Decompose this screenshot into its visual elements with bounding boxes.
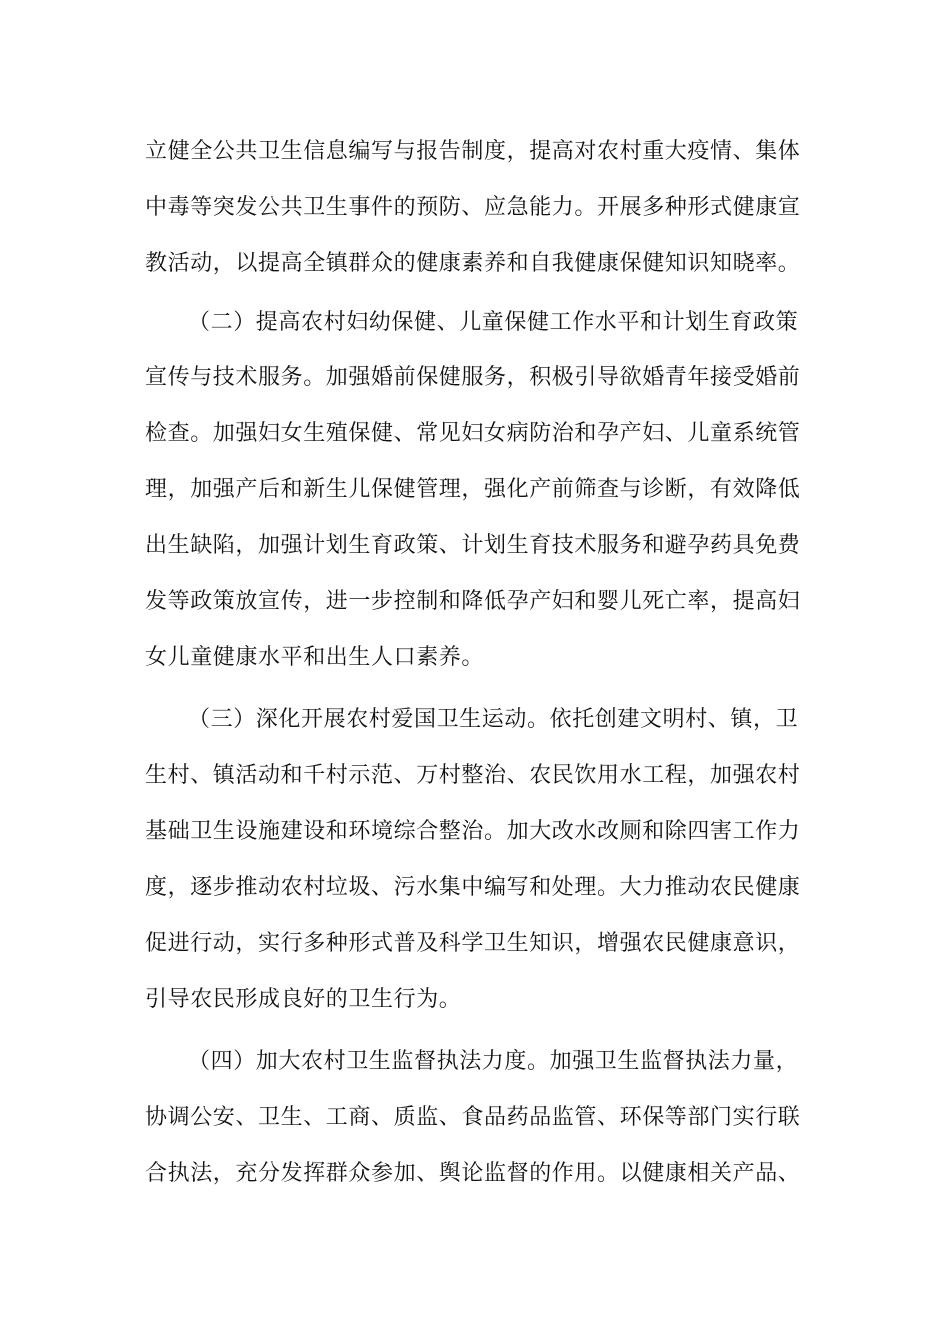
text-line: 中毒等突发公共卫生事件的预防、应急能力。开展多种形式健康宣 <box>145 195 801 220</box>
section-heading-line: （三）深化开展农村爱国卫生运动。依托创建文明村、镇，卫 <box>188 707 799 732</box>
text-line: 发等政策放宣传，进一步控制和降低孕产妇和婴儿死亡率，提高妇 <box>145 589 801 614</box>
text-line: 引导农民形成良好的卫生行为。 <box>145 987 462 1012</box>
text-line: 教活动，以提高全镇群众的健康素养和自我健康保健知识知晓率。 <box>145 251 801 276</box>
text-line: 检查。加强妇女生殖保健、常见妇女病防治和孕产妇、儿童系统管 <box>145 421 801 446</box>
text-line: 度，逐步推动农村垃圾、污水集中编写和处理。大力推动农民健康 <box>145 875 801 900</box>
section-heading-line: （四）加大农村卫生监督执法力度。加强卫生监督执法力量， <box>188 1049 799 1074</box>
text-line: 合执法，充分发挥群众参加、舆论监督的作用。以健康相关产品、 <box>145 1161 801 1186</box>
text-line: 基础卫生设施建设和环境综合整治。加大改水改厕和除四害工作力 <box>145 819 801 844</box>
text-line: 立健全公共卫生信息编写与报告制度，提高对农村重大疫情、集体 <box>145 139 801 164</box>
text-line: 女儿童健康水平和出生人口素养。 <box>145 645 485 670</box>
section-heading-line: （二）提高农村妇幼保健、儿童保健工作水平和计划生育政策 <box>188 310 799 335</box>
text-line: 宣传与技术服务。加强婚前保健服务，积极引导欲婚青年接受婚前 <box>145 365 801 390</box>
text-line: 促进行动，实行多种形式普及科学卫生知识，增强农民健康意识， <box>145 931 801 956</box>
text-line: 理，加强产后和新生儿保健管理，强化产前筛查与诊断，有效降低 <box>145 477 801 502</box>
text-line: 生村、镇活动和千村示范、万村整治、农民饮用水工程，加强农村 <box>145 763 801 788</box>
text-line: 协调公安、卫生、工商、质监、食品药品监管、环保等部门实行联 <box>145 1105 801 1130</box>
text-line: 出生缺陷，加强计划生育政策、计划生育技术服务和避孕药具免费 <box>145 533 801 558</box>
